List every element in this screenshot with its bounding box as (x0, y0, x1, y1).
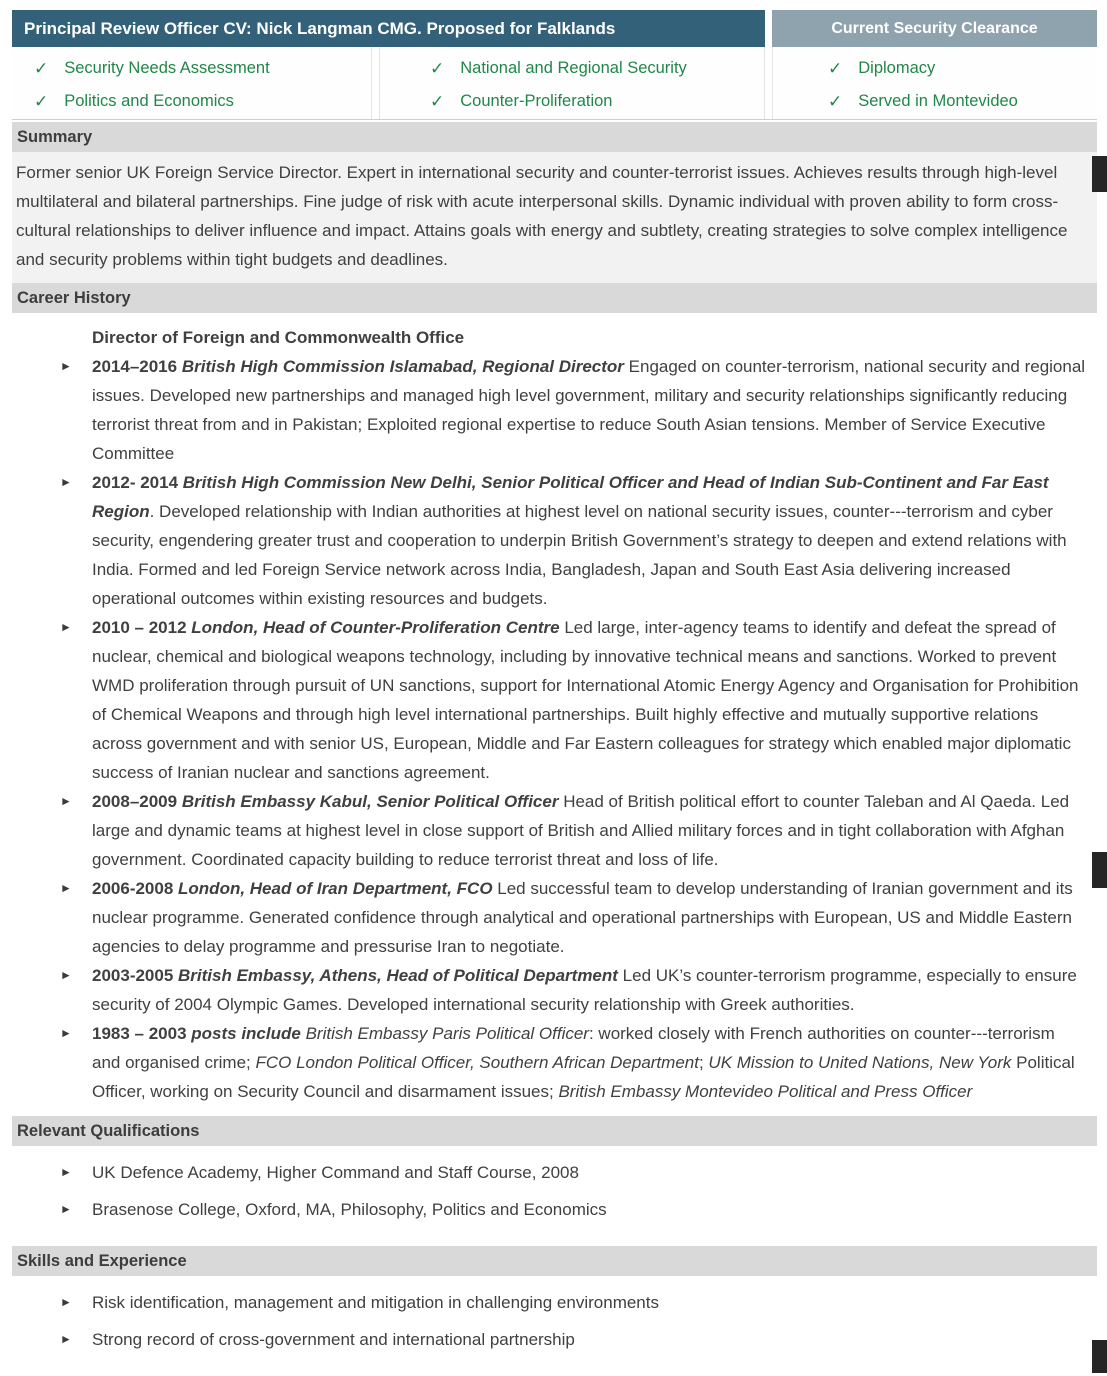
career-entry-text: 2012- 2014 British High Commission New Delhi, Senior Political Officer and Head of Indian Sub-Continent and Far East Region. Developed relationship with Indian authorities at highest level on national security issues, counter---terrorism and cyber security, engendering greater trust and cooperation to underpin British Government’s strategy to deepen and extend relations with India. Formed and led Foreign Service network across India, Bangladesh, Japan and South East Asia delivering increased operational outcomes within existing resources and budgets. (92, 473, 1067, 608)
career-subheading: Director of Foreign and Commonwealth Office (92, 328, 465, 347)
skills-heading: Skills and Experience (17, 1251, 187, 1270)
clearance-item (34, 52, 371, 85)
clearance-checklist (12, 47, 1097, 120)
qualification-item (12, 1158, 1097, 1187)
qualifications-section (12, 1146, 1097, 1246)
column-divider (372, 47, 379, 119)
document-header (12, 10, 1097, 47)
clearance-item-label: National and Regional Security (460, 59, 687, 77)
clearance-item (430, 85, 764, 118)
qualification-text: UK Defence Academy, Higher Command and Staff Course, 2008 (92, 1163, 579, 1182)
bullet-arrow-icon: ► (60, 968, 72, 982)
bullet-arrow-icon: ► (60, 1295, 72, 1309)
clearance-item (828, 85, 1097, 118)
qualification-text: Brasenose College, Oxford, MA, Philosophy, Politics and Economics (92, 1200, 607, 1219)
career-entry (12, 874, 1097, 961)
bullet-arrow-icon: ► (60, 359, 72, 373)
check-icon: ✓ (34, 91, 49, 111)
clearance-item (34, 85, 371, 118)
qualification-item (12, 1195, 1097, 1224)
clearance-item (828, 52, 1097, 85)
bullet-arrow-icon: ► (60, 881, 72, 895)
career-entry-text: 1983 – 2003 posts include British Embassy Paris Political Officer: worked closely with French authorities on counter---terrorism and organised crime; FCO London Political Officer, Southern African Department; UK Mission to United Nations, New York Political Officer, working on Security Council and disarmament issues; British Embassy Montevideo Political and Press Officer (92, 1024, 1075, 1101)
clearance-column-3 (772, 47, 1097, 119)
clearance-item-label: Counter-Proliferation (460, 92, 613, 110)
clearance-item-label: Politics and Economics (64, 92, 234, 110)
summary-heading: Summary (17, 127, 93, 146)
skill-text: Risk identification, management and mitigation in challenging environments (92, 1293, 659, 1312)
clearance-column-1 (12, 47, 372, 119)
career-entry (12, 613, 1097, 787)
check-icon: ✓ (430, 58, 445, 78)
career-entry (12, 787, 1097, 874)
career-entry (12, 961, 1097, 1019)
qualifications-heading: Relevant Qualifications (17, 1121, 200, 1140)
security-clearance-label: Current Security Clearance (831, 19, 1038, 37)
clearance-item-label: Diplomacy (858, 59, 936, 77)
bullet-arrow-icon: ► (60, 1202, 72, 1216)
skills-section (12, 1276, 1097, 1376)
qualifications-section-header (12, 1116, 1097, 1146)
career-entry (12, 1019, 1097, 1106)
summary-text: Former senior UK Foreign Service Director. Expert in international security and counter-terrorist issues. Achieves results through high-level multilateral and bilateral partnerships. Fine judge of risk with acute interpersonal skills. Dynamic individual with proven ability to form cross-cultural relationships to deliver influence and impact. Attains goals with energy and subtlety, creating strategies to solve complex intelligence and security problems within tight budgets and deadlines. (12, 152, 1097, 283)
page-edge-artifact (1092, 852, 1107, 888)
career-entry (12, 468, 1097, 613)
column-divider (765, 47, 772, 119)
bullet-arrow-icon: ► (60, 794, 72, 808)
document-title: Principal Review Officer CV: Nick Langman CMG. Proposed for Falklands (24, 18, 616, 38)
clearance-column-2 (379, 47, 765, 119)
career-entry-text: 2014–2016 British High Commission Islamabad, Regional Director Engaged on counter-terrorism, national security and regional issues. Developed new partnerships and managed high level government, military and security relationships significantly reducing terrorist threat from and in Pakistan; Exploited regional expertise to reduce South Asian tensions. Member of Service Executive Committee (92, 357, 1086, 463)
header-divider (765, 10, 772, 47)
check-icon: ✓ (430, 91, 445, 111)
clearance-item (430, 52, 764, 85)
bullet-arrow-icon: ► (60, 1026, 72, 1040)
page-edge-artifact (1092, 156, 1107, 192)
clearance-item-label: Security Needs Assessment (64, 59, 270, 77)
check-icon: ✓ (34, 58, 49, 78)
security-clearance-bar (772, 10, 1097, 47)
summary-section-header (12, 122, 1097, 152)
clearance-item-label: Served in Montevideo (858, 92, 1018, 110)
career-entry (12, 352, 1097, 468)
career-entry-text: 2010 – 2012 London, Head of Counter-Proliferation Centre Led large, inter-agency teams to identify and defeat the spread of nuclear, chemical and biological weapons technology, including by innovative technical means and sanctions. Worked to prevent WMD proliferation through pursuit of UN sanctions, support for International Atomic Energy Agency and Organisation for Prohibition of Chemical Weapons and through high level international partnerships. Built highly effective and mutually supportive relations across government and with senior US, European, Middle and Far Eastern colleagues for strategy which enabled major diplomatic success of Iranian nuclear and sanctions agreement. (92, 618, 1079, 782)
page-edge-artifact (1092, 1340, 1107, 1373)
cv-document (12, 10, 1097, 1376)
check-icon: ✓ (828, 58, 843, 78)
career-entry-text: 2006-2008 London, Head of Iran Department, FCO Led successful team to develop understanding of Iranian government and its nuclear programme. Generated confidence through analytical and operational partnerships with European, US and Middle Eastern agencies to delay programme and pressurise Iran to negotiate. (92, 879, 1073, 956)
career-entry-text: 2003-2005 British Embassy, Athens, Head of Political Department Led UK’s counter-terrorism programme, especially to ensure security of 2004 Olympic Games. Developed international security relationship with Greek authorities. (92, 966, 1077, 1014)
bullet-arrow-icon: ► (60, 1165, 72, 1179)
skill-text: Strong record of cross-government and international partnership (92, 1330, 575, 1349)
career-entry-text: 2008–2009 British Embassy Kabul, Senior Political Officer Head of British political effort to counter Taleban and Al Qaeda. Led large and dynamic teams at highest level in close support of British and Allied military forces and in tight collaboration with Afghan government. Coordinated capacity building to reduce terrorist threat and loss of life. (92, 792, 1070, 869)
check-icon: ✓ (828, 91, 843, 111)
career-heading: Career History (17, 288, 131, 307)
career-section-header (12, 283, 1097, 313)
bullet-arrow-icon: ► (60, 620, 72, 634)
skill-item (12, 1288, 1097, 1317)
document-title-bar (12, 10, 765, 47)
career-history-section (12, 313, 1097, 1116)
skill-item (12, 1325, 1097, 1354)
bullet-arrow-icon: ► (60, 475, 72, 489)
bullet-arrow-icon: ► (60, 1332, 72, 1346)
skills-section-header (12, 1246, 1097, 1276)
